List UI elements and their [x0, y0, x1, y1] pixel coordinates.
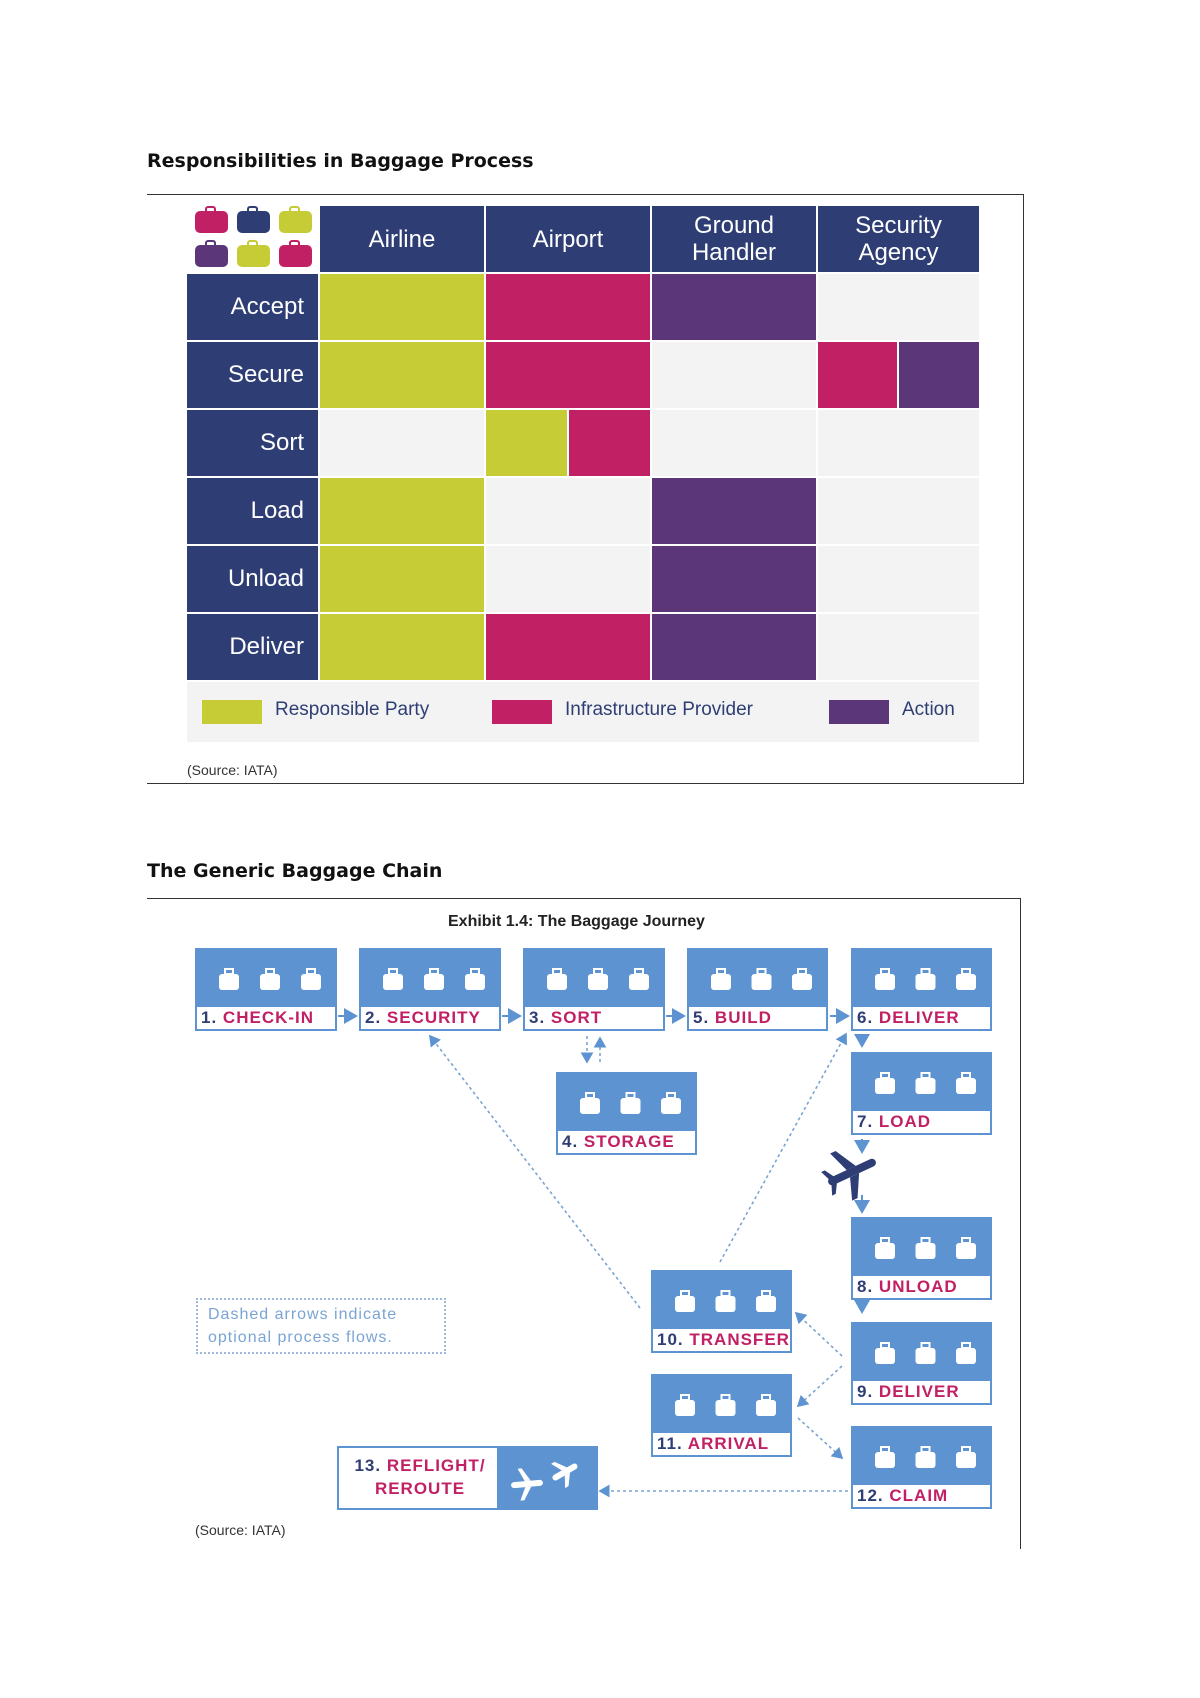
section-title-baggage-chain: The Generic Baggage Chain [147, 860, 443, 882]
step-label: DELIVER [878, 1382, 960, 1401]
step-9 [851, 1322, 992, 1405]
step-4 [556, 1072, 697, 1155]
step-number: 5. [693, 1008, 710, 1027]
step-number: 7. [857, 1112, 874, 1131]
column-header: Security Agency [818, 206, 979, 272]
row-label: Load [187, 478, 318, 544]
step-6 [851, 948, 992, 1031]
column-header: Airport [486, 206, 650, 272]
column-header: Ground Handler [652, 206, 816, 272]
step-7 [851, 1052, 992, 1135]
step-number: 9. [857, 1382, 874, 1401]
step-label: UNLOAD [878, 1277, 958, 1296]
step-number: 6. [857, 1008, 874, 1027]
step-label: REFLIGHT/ [386, 1456, 486, 1475]
step-5 [687, 948, 828, 1031]
step-number: 3. [529, 1008, 546, 1027]
step-13 [337, 1446, 598, 1510]
step-1 [195, 948, 337, 1031]
step-illustration-icon [525, 950, 663, 1007]
step-illustration-icon [361, 950, 499, 1007]
step-illustration-icon [853, 1324, 990, 1381]
row-label: Secure [187, 342, 318, 408]
step-number: 12. [857, 1486, 884, 1505]
step-label: CHECK-IN [222, 1008, 315, 1027]
step-number: 1. [201, 1008, 218, 1027]
legend-label-infrastructure: Infrastructure Provider [565, 699, 753, 720]
row-label: Sort [187, 410, 318, 476]
airplanes-icon [497, 1448, 596, 1508]
step-illustration-icon [689, 950, 826, 1007]
row-label: Deliver [187, 614, 318, 680]
step-illustration-icon [853, 1054, 990, 1111]
legend-label-responsible: Responsible Party [275, 699, 430, 720]
step-label: SORT [550, 1008, 603, 1027]
note-line: Dashed arrows indicate [208, 1306, 398, 1323]
dashed-arrows-note [196, 1298, 446, 1354]
dashed-arrow [798, 1418, 842, 1458]
step-illustration-icon [653, 1376, 790, 1433]
step-number: 4. [562, 1132, 579, 1151]
step-label: BUILD [714, 1008, 772, 1027]
step-label: SECURITY [386, 1008, 481, 1027]
step-illustration-icon [853, 950, 990, 1007]
step-label: TRANSFER [689, 1330, 790, 1349]
airplane-icon [816, 1137, 887, 1207]
step-label: DELIVER [878, 1008, 960, 1027]
step-number: 10. [657, 1330, 684, 1349]
step-label: STORAGE [583, 1132, 675, 1151]
step-label-line2: REROUTE [374, 1479, 466, 1498]
step-illustration-icon [853, 1428, 990, 1485]
row-label: Unload [187, 546, 318, 612]
step-8 [851, 1217, 992, 1300]
dashed-arrow [796, 1313, 842, 1356]
step-illustration-icon [197, 950, 335, 1007]
step-3 [523, 948, 665, 1031]
dashed-arrow [720, 1034, 846, 1262]
step-label: ARRIVAL [687, 1434, 770, 1453]
source-note: (Source: IATA) [195, 1522, 286, 1538]
step-number: 8. [857, 1277, 874, 1296]
step-label: LOAD [878, 1112, 932, 1131]
step-10 [651, 1270, 792, 1353]
step-number: 2. [365, 1008, 382, 1027]
step-12 [851, 1426, 992, 1509]
section-title-responsibilities: Responsibilities in Baggage Process [147, 150, 534, 172]
source-note: (Source: IATA) [187, 762, 278, 778]
step-illustration-icon [653, 1272, 790, 1329]
step-number: 13. [354, 1456, 382, 1475]
note-line: optional process flows. [208, 1329, 393, 1346]
row-label: Accept [187, 274, 318, 340]
step-label: CLAIM [889, 1486, 949, 1505]
step-illustration-icon [558, 1074, 695, 1131]
step-11 [651, 1374, 792, 1457]
step-number: 11. [657, 1434, 683, 1453]
column-header: Airline [320, 206, 484, 272]
exhibit-title: Exhibit 1.4: The Baggage Journey [448, 913, 705, 930]
dashed-arrow [798, 1366, 842, 1406]
legend-label-action: Action [902, 699, 955, 720]
step-2 [359, 948, 501, 1031]
step-illustration-icon [853, 1219, 990, 1276]
